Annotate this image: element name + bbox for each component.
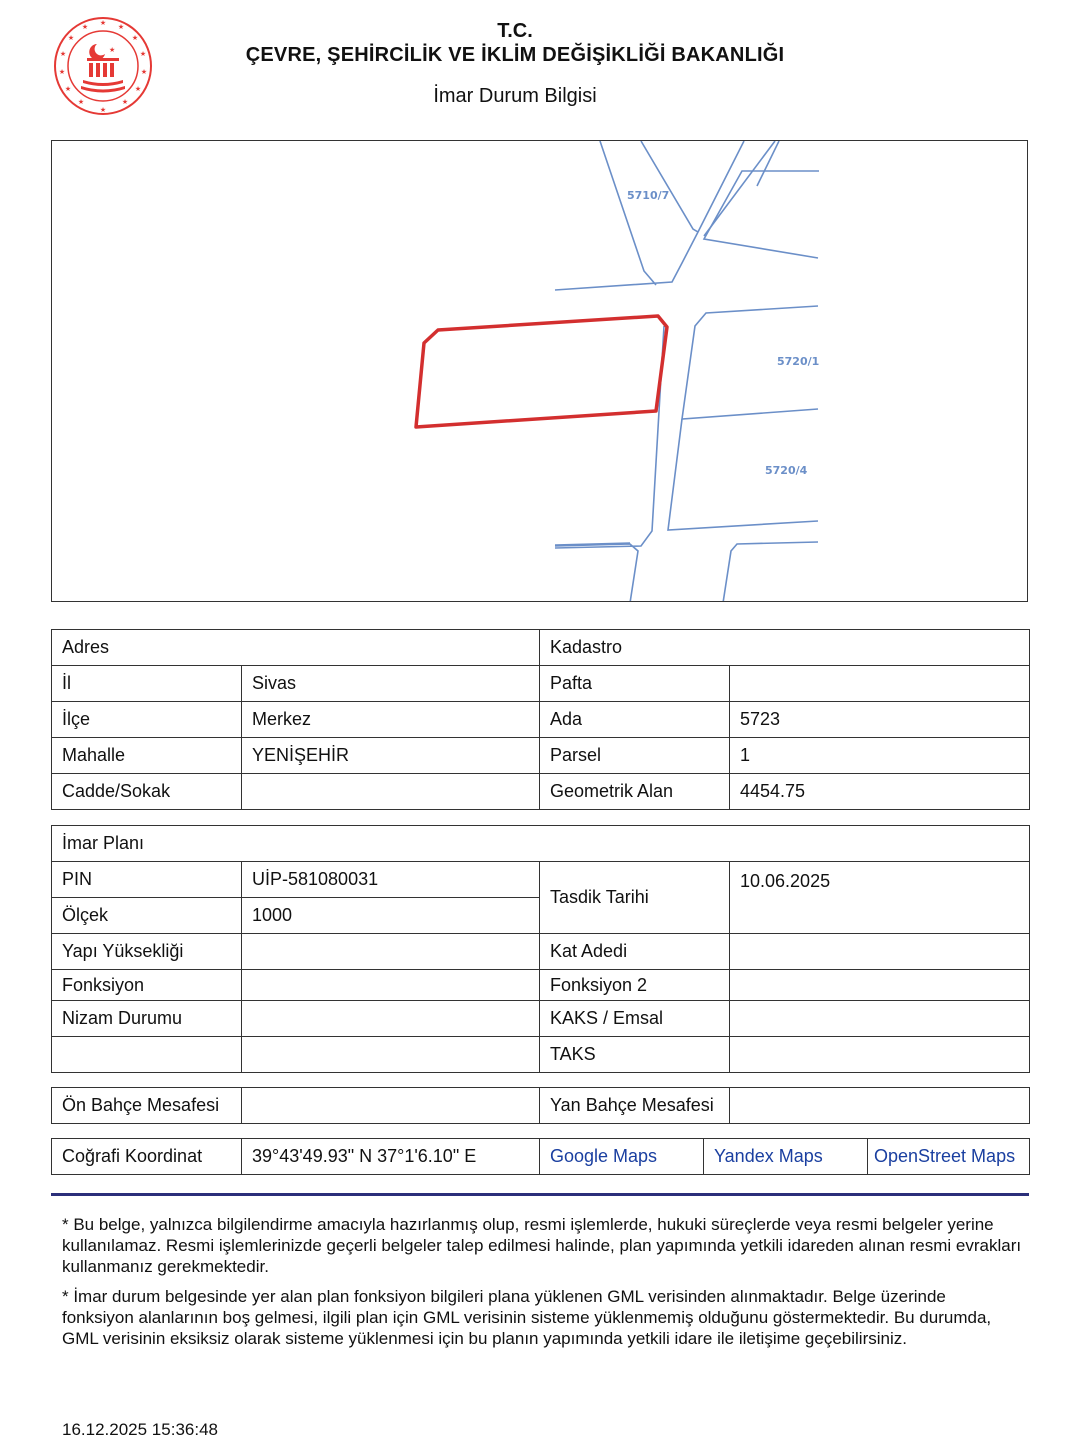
disclaimer-note: * İmar durum belgesinde yer alan plan fonksiyon bilgileri plana yüklenen GML verisinden alınmaktadır. Belge üzerinde fonksiyon alanlarının boş gelmesi, ilgili plan için GML verisinin sisteme yüklenmemiş olduğunu göstermektedir. Bu durumda, GML verisinin eksiksiz olarak sisteme yüklenmesi için bu planın yapımında yetkili idare ile iletişime geçebilirsiniz. bbox=[62, 1287, 992, 1348]
cadastre-section-title: Kadastro bbox=[540, 630, 1030, 666]
pafta-value bbox=[730, 666, 1030, 702]
svg-text:★: ★ bbox=[140, 68, 148, 76]
cadde-value bbox=[242, 774, 540, 810]
openstreet-maps-link[interactable]: OpenStreet Maps bbox=[868, 1139, 1030, 1175]
divider bbox=[51, 1193, 1029, 1196]
parcel-label: 5720/1 bbox=[777, 355, 820, 368]
svg-text:★: ★ bbox=[134, 85, 142, 93]
svg-text:★: ★ bbox=[64, 85, 72, 93]
ministry-name: ÇEVRE, ŞEHİRCİLİK VE İKLİM DEĞİŞİKLİĞİ BAKANLIĞI bbox=[245, 44, 785, 66]
svg-text:★: ★ bbox=[81, 23, 89, 31]
taks-value bbox=[730, 1037, 1030, 1073]
garden-distance-table bbox=[51, 1087, 1030, 1124]
building-height-value bbox=[242, 934, 540, 970]
google-maps-link[interactable]: Google Maps bbox=[540, 1139, 704, 1175]
front-garden-value bbox=[242, 1088, 540, 1124]
empty-cell bbox=[52, 1037, 242, 1073]
area-value: 4454.75 bbox=[730, 774, 1030, 810]
selected-parcel[interactable] bbox=[416, 316, 667, 427]
function2-label: Fonksiyon 2 bbox=[540, 970, 730, 1001]
parsel-value: 1 bbox=[730, 738, 1030, 774]
building-height-label: Yapı Yüksekliği bbox=[52, 934, 242, 970]
function-label: Fonksiyon bbox=[52, 970, 242, 1001]
side-garden-value bbox=[730, 1088, 1030, 1124]
il-value: Sivas bbox=[242, 666, 540, 702]
coordinate-table bbox=[51, 1138, 1030, 1175]
front-garden-label: Ön Bahçe Mesafesi bbox=[52, 1088, 242, 1124]
zoning-section-title: İmar Planı bbox=[52, 826, 1030, 862]
empty-cell bbox=[242, 1037, 540, 1073]
yandex-maps-link[interactable]: Yandex Maps bbox=[704, 1139, 868, 1175]
pin-value: UİP-581080031 bbox=[242, 862, 540, 898]
svg-text:★: ★ bbox=[117, 23, 125, 31]
order-value bbox=[242, 1001, 540, 1037]
mahalle-label: Mahalle bbox=[52, 738, 242, 774]
coordinate-label: Coğrafi Koordinat bbox=[52, 1139, 242, 1175]
scale-value: 1000 bbox=[242, 898, 540, 934]
ada-value: 5723 bbox=[730, 702, 1030, 738]
document-title: İmar Durum Bilgisi bbox=[433, 85, 597, 107]
svg-text:★: ★ bbox=[109, 46, 116, 54]
svg-text:★: ★ bbox=[77, 98, 85, 106]
il-label: İl bbox=[52, 666, 242, 702]
print-timestamp: 16.12.2025 15:36:48 bbox=[62, 1420, 218, 1439]
floor-count-value bbox=[730, 934, 1030, 970]
ilce-label: İlçe bbox=[52, 702, 242, 738]
parcel-label: 5720/4 bbox=[765, 464, 808, 477]
approval-date-label: Tasdik Tarihi bbox=[540, 862, 730, 934]
parsel-label: Parsel bbox=[540, 738, 730, 774]
cadde-label: Cadde/Sokak bbox=[52, 774, 242, 810]
svg-text:★: ★ bbox=[121, 98, 129, 106]
disclaimer-notes bbox=[62, 1214, 1022, 1358]
ilce-value: Merkez bbox=[242, 702, 540, 738]
svg-text:★: ★ bbox=[99, 19, 107, 27]
side-garden-label: Yan Bahçe Mesafesi bbox=[540, 1088, 730, 1124]
pin-label: PIN bbox=[52, 862, 242, 898]
address-table bbox=[51, 629, 1030, 810]
kaks-label: KAKS / Emsal bbox=[540, 1001, 730, 1037]
svg-text:★: ★ bbox=[58, 68, 66, 76]
pafta-label: Pafta bbox=[540, 666, 730, 702]
svg-text:★: ★ bbox=[99, 106, 107, 114]
parcel-map[interactable] bbox=[51, 140, 1028, 602]
svg-text:★: ★ bbox=[131, 34, 139, 42]
svg-text:★: ★ bbox=[67, 34, 75, 42]
parcel-boundaries bbox=[555, 141, 819, 602]
header-tc: T.C. bbox=[497, 20, 533, 42]
function-value bbox=[242, 970, 540, 1001]
parcel-label: 5710/7 bbox=[627, 189, 670, 202]
kaks-value bbox=[730, 1001, 1030, 1037]
coordinate-value: 39°43'49.93" N 37°1'6.10" E bbox=[242, 1139, 540, 1175]
disclaimer-note: * Bu belge, yalnızca bilgilendirme amacıyla hazırlanmış olup, resmi işlemlerde, hukuki süreçlerde veya resmi belgeler yerine kullanılamaz. Resmi işlemlerinizde geçerli belgeler talep edilmesi halinde, plan yapımında yetkili idareden alınan resmi evrakları kullanmanız gerekmektedir. bbox=[62, 1215, 1022, 1276]
area-label: Geometrik Alan bbox=[540, 774, 730, 810]
taks-label: TAKS bbox=[540, 1037, 730, 1073]
ada-label: Ada bbox=[540, 702, 730, 738]
function2-value bbox=[730, 970, 1030, 1001]
address-section-title: Adres bbox=[52, 630, 540, 666]
order-label: Nizam Durumu bbox=[52, 1001, 242, 1037]
floor-count-label: Kat Adedi bbox=[540, 934, 730, 970]
mahalle-value: YENİŞEHİR bbox=[242, 738, 540, 774]
approval-date-value: 10.06.2025 bbox=[730, 862, 1030, 934]
scale-label: Ölçek bbox=[52, 898, 242, 934]
zoning-plan-table bbox=[51, 825, 1030, 1073]
svg-text:★: ★ bbox=[139, 50, 147, 58]
svg-text:★: ★ bbox=[59, 50, 67, 58]
